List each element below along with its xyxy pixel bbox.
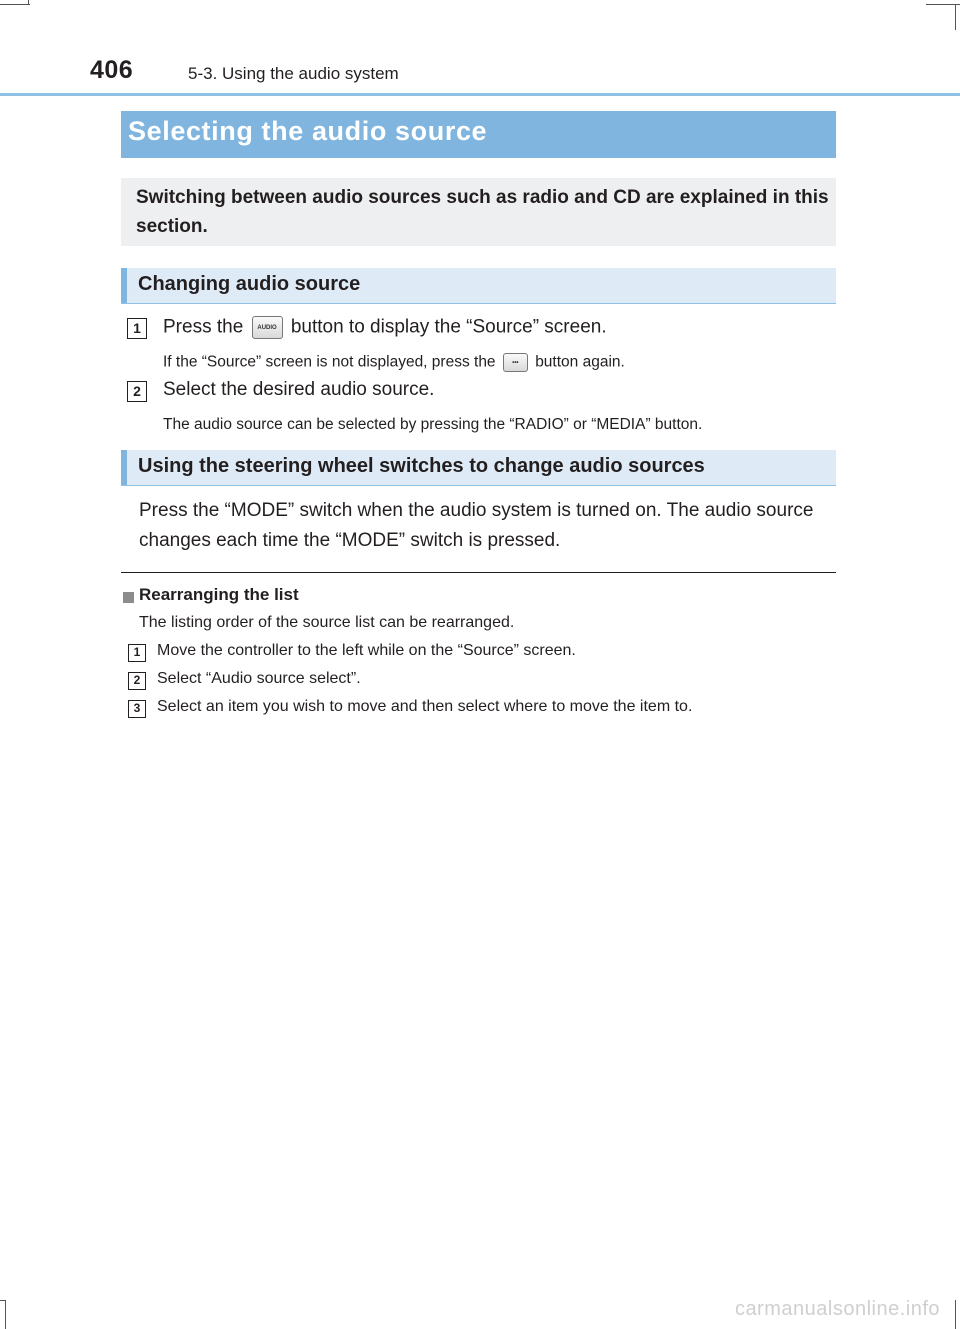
- step-number: 1: [128, 644, 146, 662]
- rearrange-step-3: Select an item you wish to move and then select where to move the item to.: [157, 698, 693, 715]
- subhead-steering-wheel-switches: [121, 450, 836, 486]
- step-1-note: If the “Source” screen is not displayed, press the ••• button again.: [163, 353, 625, 371]
- section-divider: [121, 572, 836, 573]
- crop-mark: [955, 4, 956, 30]
- page-title: Selecting the audio source: [128, 116, 488, 146]
- step-2-text: Select the desired audio source.: [163, 379, 435, 400]
- page-number: 406: [90, 56, 134, 84]
- watermark: carmanualsonline.info: [734, 1298, 940, 1320]
- rearrange-step-1: Move the controller to the left while on the “Source” screen.: [157, 642, 576, 659]
- step-1-text: Press the AUDIO button to display the “Source” screen.: [163, 316, 607, 338]
- step-number: 1: [127, 318, 147, 339]
- intro-text: Switching between audio sources such as radio and CD are explained in this section.: [136, 187, 829, 237]
- crop-mark: [28, 0, 29, 5]
- intro-box: [121, 178, 836, 246]
- step-number: 2: [128, 672, 146, 690]
- bullet-square-icon: [123, 592, 134, 603]
- steering-paragraph: Press the “MODE” switch when the audio system is turned on. The audio source changes each time the “MODE” switch is pressed.: [139, 500, 814, 551]
- rearranging-title: Rearranging the list: [139, 585, 299, 604]
- header-rule: [0, 93, 960, 96]
- subhead-changing-audio-source: [121, 268, 836, 304]
- crop-mark: [955, 1300, 956, 1329]
- subhead-text: Using the steering wheel switches to change audio sources: [138, 455, 705, 477]
- step-number: 3: [128, 700, 146, 718]
- menu-button-icon: •••: [503, 353, 528, 372]
- step-2-note: The audio source can be selected by pressing the “RADIO” or “MEDIA” button.: [163, 416, 703, 433]
- rearrange-step-2: Select “Audio source select”.: [157, 670, 361, 687]
- crop-mark: [0, 4, 30, 5]
- crop-mark: [5, 1300, 6, 1329]
- title-banner: [121, 111, 836, 158]
- step-number: 2: [127, 381, 147, 402]
- section-title: 5-3. Using the audio system: [188, 64, 399, 83]
- audio-button-icon: AUDIO: [252, 316, 283, 339]
- rearranging-description: The listing order of the source list can be rearranged.: [139, 614, 515, 631]
- subhead-text: Changing audio source: [138, 273, 361, 295]
